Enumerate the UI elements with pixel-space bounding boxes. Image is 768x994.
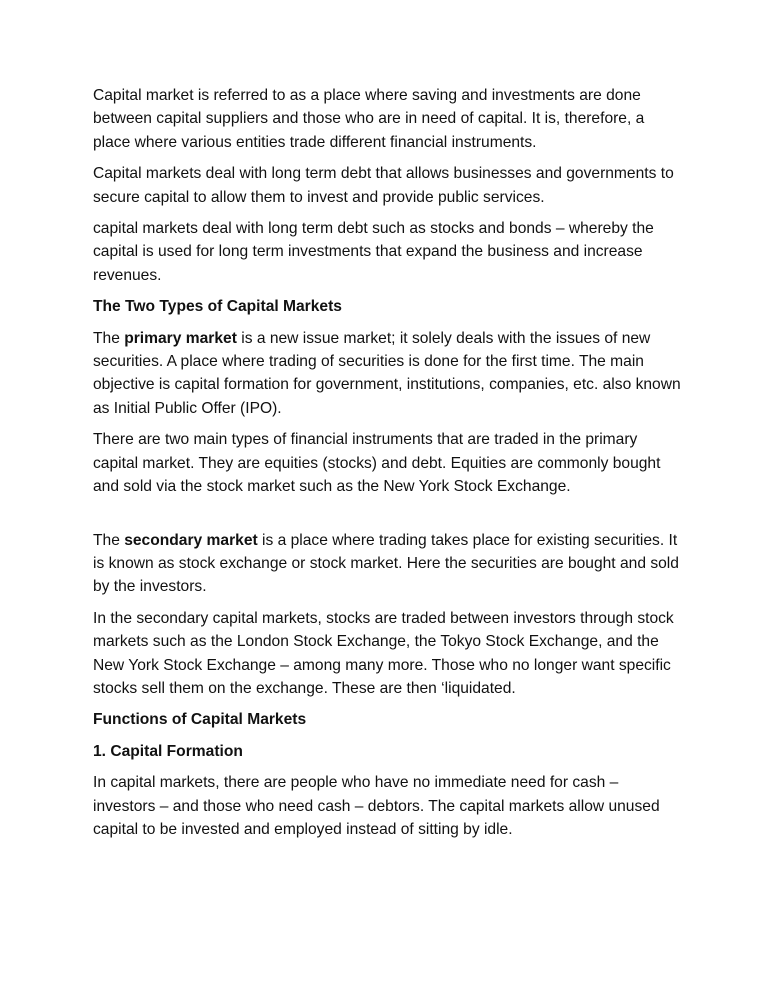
instruments-paragraph: There are two main types of financial instruments that are traded in the primary capital market. They are equities (stocks) and debt. Equities are commonly bought and sold via the stock market such as the New York Stock Exchange. [93, 431, 661, 496]
primary-rest: is a new issue market; it solely deals with the issues of new securities. A place where trading of securities is done for the first time. The main objective is capital formation for government, institutions, companies, etc. also known as Initial Public Offer (IPO). [93, 329, 681, 417]
intro-paragraph: Capital market is referred to as a place where saving and investments are done between capital suppliers and those who are in need of capital. It is, therefore, a place where various entities trade different financial instruments. [93, 87, 645, 151]
secondary-market-paragraph [93, 529, 683, 599]
primary-lead: The [93, 329, 125, 347]
types-heading: The Two Types of Capital Markets [93, 298, 342, 316]
secondary-markets-paragraph: In the secondary capital markets, stocks are traded between investors through stock markets such as the London Stock Exchange, the Tokyo Stock Exchange, and the New York Stock Exchange – among many more. Those who no longer want specific stocks sell them on the exchange. These are then ‘liquidated. [93, 609, 674, 697]
document-page [93, 84, 683, 849]
functions-heading: Functions of Capital Markets [93, 711, 307, 729]
long-term-debt-paragraph: Capital markets deal with long term debt that allows businesses and governments to secure capital to allow them to invest and provide public services. [93, 165, 674, 206]
capital-formation-paragraph: In capital markets, there are people who have no immediate need for cash – investors – and those who need cash – debtors. The capital markets allow unused capital to be invested and employed instead of sitting by idle. [93, 774, 660, 838]
stocks-bonds-paragraph: capital markets deal with long term debt such as stocks and bonds – whereby the capital is used for long term investments that expand the business and increase revenues. [93, 220, 654, 284]
primary-market-paragraph [93, 327, 683, 421]
secondary-lead: The [93, 531, 125, 549]
primary-market-term: primary market [124, 329, 237, 347]
secondary-rest: is a place where trading takes place for existing securities. It is known as stock exchange or stock market. Here the securities are bought and sold by the investors. [93, 531, 679, 596]
capital-formation-heading: 1. Capital Formation [93, 742, 243, 760]
secondary-market-term: secondary market [124, 531, 258, 549]
